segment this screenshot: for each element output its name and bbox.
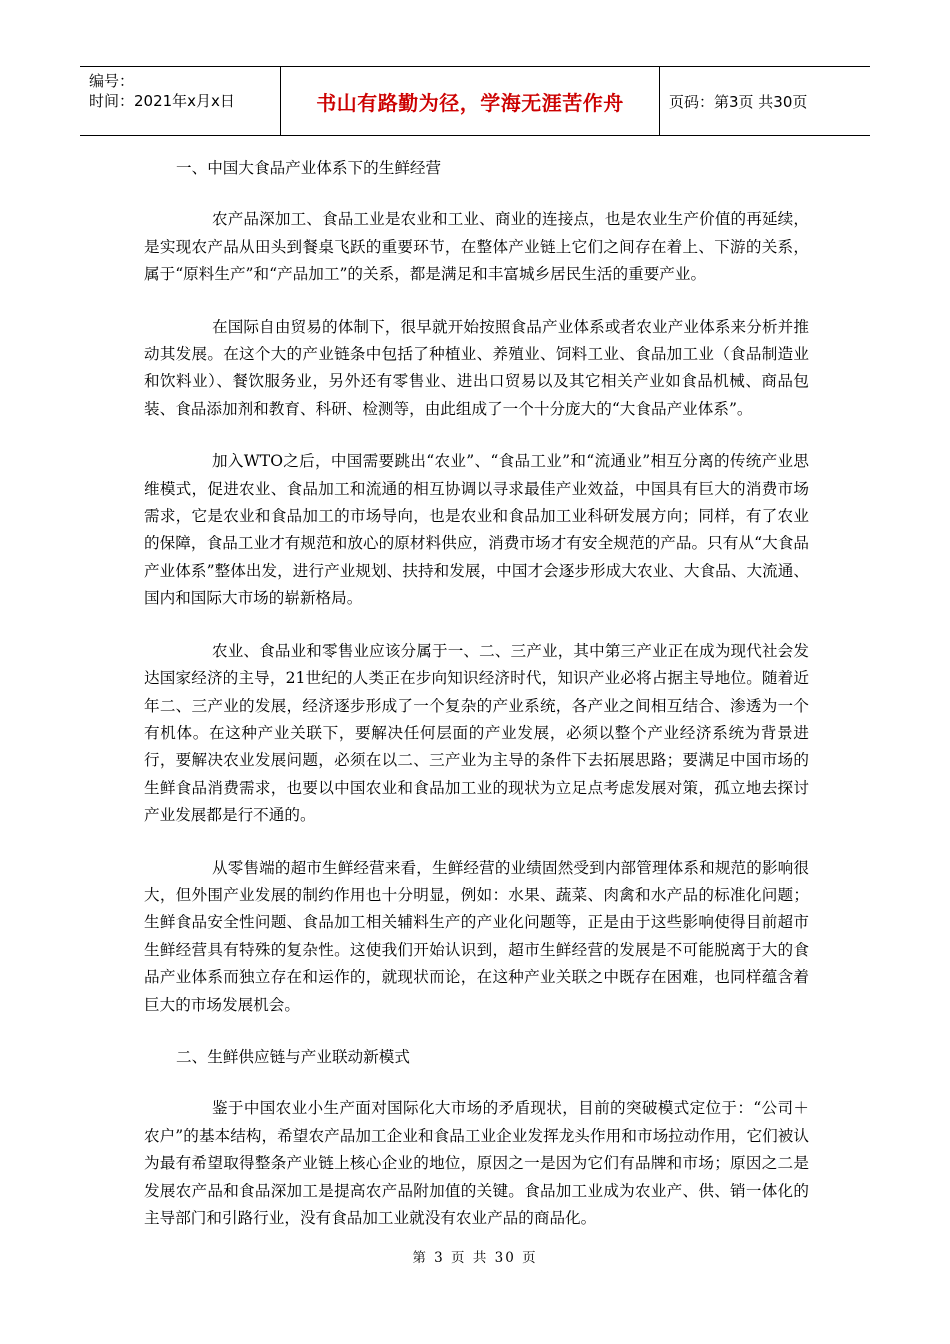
document-body: [144, 155, 809, 1257]
paragraph: 加入WTO之后，中国需要跳出“农业”、“食品工业”和“流通业”相互分离的传统产业思维模式，促进农业、食品加工和流通的相互协调以寻求最佳产业效益，中国具有巨大的消费市场需求，它是农业和食品加工的市场导向，也是农业和食品加工业科研发展方向；同样，有了农业的保障，食品工业才有规范和放心的原材料供应，消费市场才有安全规范的产品。只有从“大食品产业体系”整体出发，进行产业规划、扶持和发展，中国才会逐步形成大农业、大食品、大流通、国内和国际大市场的崭新格局。: [144, 452, 809, 608]
paragraph: 农产品深加工、食品工业是农业和工业、商业的连接点，也是农业生产价值的再延续，是实现农产品从田头到餐桌飞跃的重要环节，在整体产业链上它们之间存在着上、下游的关系，属于“原料生产”和“产品加工”的关系，都是满足和丰富城乡居民生活的重要产业。: [144, 210, 809, 284]
header-page-info: 页码：第3页 共30页: [669, 92, 808, 111]
paragraph: 从零售端的超市生鲜经营来看，生鲜经营的业绩固然受到内部管理体系和规范的影响很大，但外围产业发展的制约作用也十分明显，例如：水果、蔬菜、肉禽和水产品的标准化问题；生鲜食品安全性问题、食品加工相关辅料生产的产业化问题等，正是由于这些影响使得目前超市生鲜经营具有特殊的复杂性。这使我们开始认识到，超市生鲜经营的发展是不可能脱离于大的食品产业体系而独立存在和运作的，就现状而论，在这种产业关联之中既存在困难，也同样蕴含着巨大的市场发展机会。: [144, 858, 809, 1014]
paragraph: 在国际自由贸易的体制下，很早就开始按照食品产业体系或者农业产业体系来分析并推动其发展。在这个大的产业链条中包括了种植业、养殖业、饲料工业、食品加工业（食品制造业和饮料业）、餐饮服务业，另外还有零售业、进出口贸易以及其它相关产业如食品机械、商品包装、食品添加剂和教育、科研、检测等，由此组成了一个十分庞大的“大食品产业体系”。: [144, 317, 809, 418]
page-footer: 第 3 页 共 30 页: [412, 1250, 538, 1266]
date-label: 时间：2021年x月x日: [89, 92, 235, 110]
number-label: 编号：: [89, 72, 135, 90]
header-motto: 书山有路勤为径，学海无涯苦作舟: [281, 67, 660, 135]
section-heading-1: 一、中国大食品产业体系下的生鲜经营: [176, 159, 442, 177]
paragraph: 农业、食品业和零售业应该分属于一、二、三产业，其中第三产业正在成为现代社会发达国家经济的主导，21世纪的人类正在步向知识经济时代，知识产业必将占据主导地位。随着近年二、三产业的发展，经济逐步形成了一个复杂的产业系统，各产业之间相互结合、渗透为一个有机体。在这种产业关联下，要解决任何层面的产业发展，必须以整个产业经济系统为背景进行，要解决农业发展问题，必须在以二、三产业为主导的条件下去拓展思路；要满足中国市场的生鲜食品消费需求，也要以中国农业和食品加工业的现状为立足点考虑发展对策，孤立地去探讨产业发展都是行不通的。: [144, 641, 809, 825]
header-meta: [80, 67, 281, 135]
page-header: [80, 66, 870, 136]
section-heading-2: 二、生鲜供应链与产业联动新模式: [176, 1047, 410, 1066]
paragraph: 鉴于中国农业小生产面对国际化大市场的矛盾现状，目前的突破模式定位于：“公司＋农户”的基本结构，希望农产品加工企业和食品工业企业发挥龙头作用和市场拉动作用，它们被认为最有希望取得整条产业链上核心企业的地位，原因之一是因为它们有品牌和市场；原因之二是发展农产品和食品深加工是提高农产品附加值的关键。食品加工业成为农业产、供、销一体化的主导部门和引路行业，没有食品加工业就没有农业产品的商品化。: [144, 1099, 809, 1227]
